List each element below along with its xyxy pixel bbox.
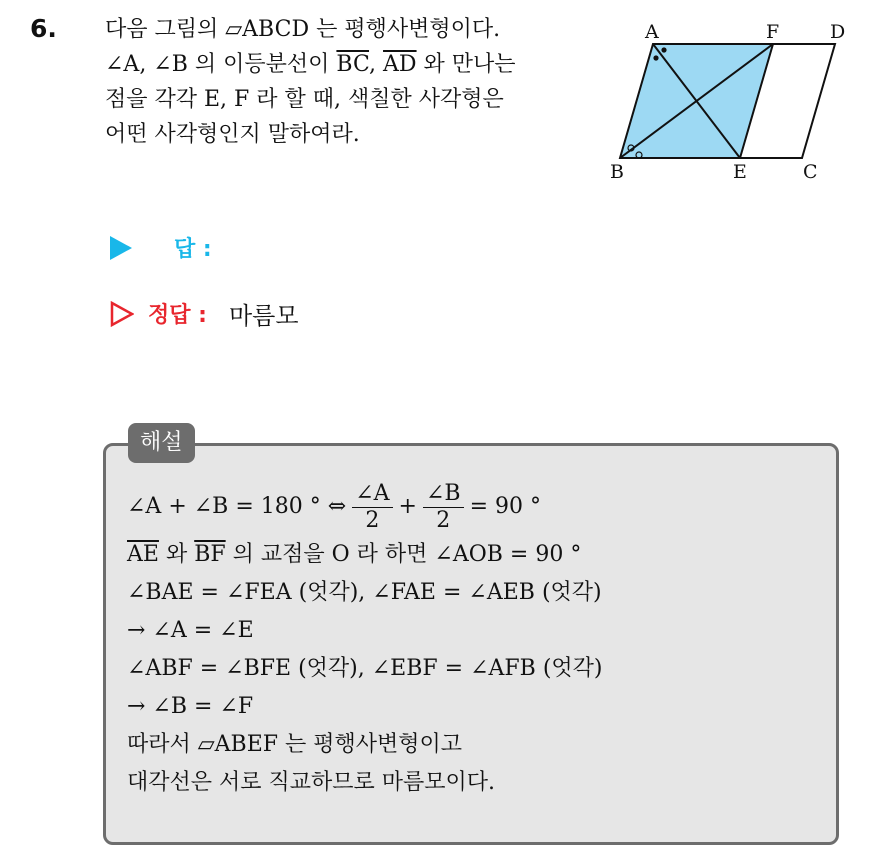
parallelogram-diagram xyxy=(598,16,868,191)
angle-a-mark-2 xyxy=(653,55,658,60)
correct-answer-triangle-icon xyxy=(110,301,134,327)
explanation-body xyxy=(127,478,827,802)
question-line-1: 다음 그림의 ▱ABCD 는 평행사변형이다. xyxy=(105,17,501,42)
vertex-label-c: C xyxy=(803,161,818,183)
vertex-label-e: E xyxy=(733,161,747,183)
correct-answer-row xyxy=(110,296,299,331)
vertex-label-d: D xyxy=(830,21,846,43)
fraction-half-a xyxy=(352,481,392,534)
question-number: 6. xyxy=(30,14,57,43)
vertex-label-f: F xyxy=(766,21,780,43)
question-line-3: 점을 각각 E, F 라 할 때, 색칠한 사각형은 xyxy=(105,87,504,112)
question-line-2 xyxy=(105,47,595,82)
fraction-half-a-denominator: 2 xyxy=(365,507,380,533)
segment-ad: $\overline{AD}$ xyxy=(383,52,417,77)
explanation-line-4: → ∠A = ∠E xyxy=(127,618,254,643)
question-line-4: 어떤 사각형인지 말하여라. xyxy=(105,122,360,147)
correct-answer-value: 마름모 xyxy=(228,302,299,330)
segment-bc: $\overline{BC}$ xyxy=(336,52,370,77)
equals-ninety: = 90 ° xyxy=(469,494,541,519)
explanation-line-6: → ∠B = ∠F xyxy=(127,694,254,719)
question-text xyxy=(105,12,595,152)
explanation-tab: 해설 xyxy=(128,423,195,463)
explanation-line-3: ∠BAE = ∠FEA (엇각), ∠FAE = ∠AEB (엇각) xyxy=(127,580,602,605)
segment-ae: $\overline{AE}$ xyxy=(127,542,159,567)
answer-row xyxy=(110,232,212,263)
question-line-2-start: ∠A, ∠B 의 이등분선이 xyxy=(105,52,337,77)
answer-label: 답 : xyxy=(174,237,212,262)
vertex-label-b: B xyxy=(610,161,624,183)
angle-sum-equation: ∠A + ∠B = 180 ° ⇔ xyxy=(127,494,347,519)
explanation-line-2-and: 와 xyxy=(158,542,195,567)
fraction-half-a-numerator: ∠A xyxy=(352,481,392,508)
plus-sign: + xyxy=(398,494,417,519)
fraction-half-b-denominator: 2 xyxy=(436,507,451,533)
parallelogram-figure xyxy=(598,16,868,195)
segment-bf: $\overline{BF}$ xyxy=(194,542,226,567)
explanation-line-7: 따라서 ▱ABEF 는 평행사변형이고 xyxy=(127,732,463,757)
angle-a-mark-1 xyxy=(661,47,666,52)
question-line-2-comma: , xyxy=(369,52,384,77)
fraction-half-b xyxy=(423,481,464,534)
explanation-line-1 xyxy=(127,478,827,536)
fraction-half-b-numerator: ∠B xyxy=(423,481,464,508)
explanation-line-2-rest: 의 교점을 O 라 하면 ∠AOB = 90 ° xyxy=(225,542,582,567)
answer-triangle-icon xyxy=(110,236,132,260)
explanation-line-2 xyxy=(127,536,827,574)
question-line-2-end: 와 만나는 xyxy=(416,52,516,77)
explanation-line-5: ∠ABF = ∠BFE (엇각), ∠EBF = ∠AFB (엇각) xyxy=(127,656,603,681)
explanation-line-8: 대각선은 서로 직교하므로 마름모이다. xyxy=(127,770,496,795)
correct-answer-label: 정답 : xyxy=(148,303,207,328)
vertex-label-a: A xyxy=(645,21,659,43)
